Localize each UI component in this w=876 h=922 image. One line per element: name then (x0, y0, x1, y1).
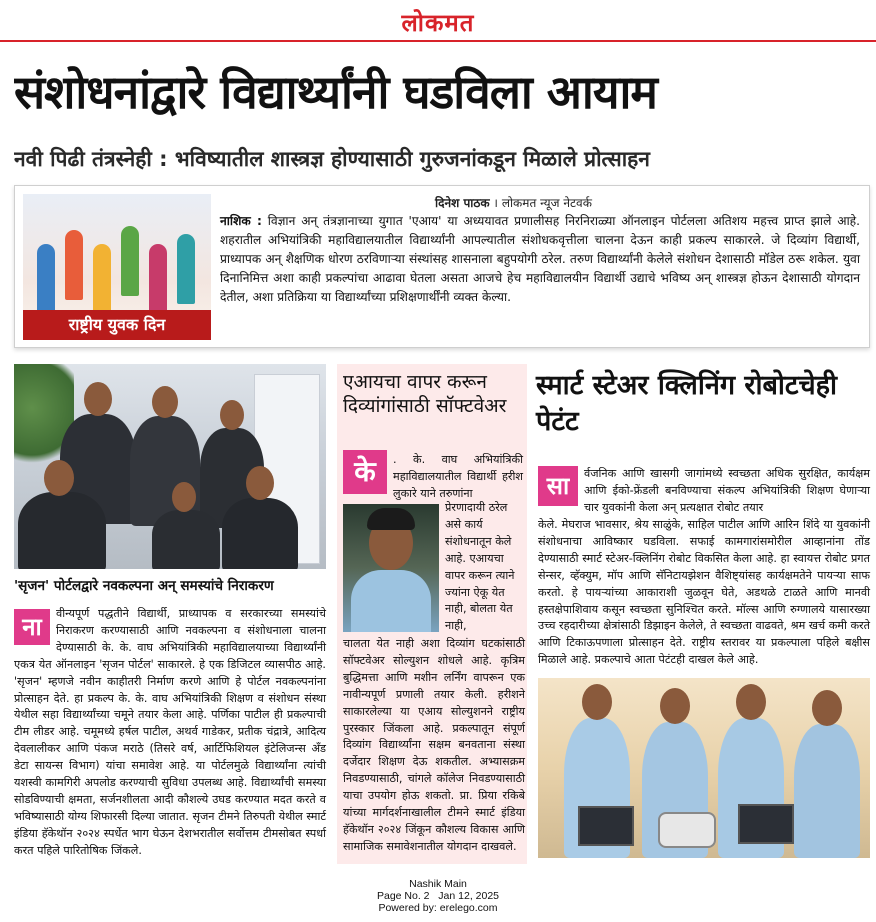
masthead-rule (0, 40, 876, 42)
student-head (152, 386, 178, 418)
student-figure (794, 724, 860, 858)
student-head (660, 688, 690, 724)
laptop (738, 804, 794, 844)
left-story-text: वीन्यपूर्ण पद्धतीने विद्यार्थी, प्राध्यापक व सरकारच्या समस्यांचे निराकरण करण्यासाठी आणि नवकल्पना व संशोधनाला चालना देण्यासाठी के. के. वाघ अभियांत्रिकी महाविद्यालयाच्या विद्यार्थ्यांनी एकत्र येत ऑनलाइन 'सृजन पोर्टल' साकारले. हे एक डिजिटल व्यासपीठ आहे. 'सृजन' म्हणजे नवीन काहीतरी निर्माण करणे आणि हे पोर्टल नवकल्पनांना प्रोत्साहन देते. हा प्रकल्प के. के. वाघ अभियांत्रिकी शिक्षण व संशोधन संस्था येथील सहा विद्यार्थ्यांच्या चमूने तयार केला आहे. पर्णिका पाटील ही प्रकल्पाची टीम लीडर आहे. चमूमध्ये हर्षल पाटील, अथर्व गाडेकर, प्रतीक चंद्रात्रे, आदित्य देवलालीकर आणि पंकज मराठे (तिसरे वर्ष, आर्टिफिशियल इंटेलिजन्स अँड डेटा सायन्स विभाग) यांचा समावेश आहे. या पोर्टलमुळे विद्यार्थ्यांना त्यांची यशस्वी कामगिरी अपलोड करण्याची सुविधा उपलब्ध आहे. विद्यार्थ्यांची समस्या सोडविण्याची क्षमता, सर्जनशीलता आदी कौशल्ये उघड करण्यात मदत करते व भविष्यासाठी योग्य शिफारसी दिल्या जातात. सृजन टीमने तिरुपती येथील स्मार्ट इंडिया हॅकेथॉन २०२४ स्पर्धेत भाग घेऊन देशभरातील सर्वोत्तम टीमसोबत स्पर्धा करत पहिले पारितोषिक जिंकले. (14, 607, 326, 857)
byline (435, 194, 592, 211)
footer-powered: Powered by: erelego.com (378, 902, 498, 914)
robot-model (658, 812, 716, 848)
middle-story-lead: . के. वाघ अभियांत्रिकी महाविद्यालयातील विद्यार्थी हरीश लुकारे याने तरुणांना (393, 453, 523, 500)
footer-date: Jan 12, 2025 (438, 890, 500, 902)
newspaper-logo: लोकमत (401, 9, 475, 37)
student-head (582, 684, 612, 720)
silhouette-figure (37, 244, 55, 314)
students-group-photo (14, 364, 326, 569)
byline-author: दिनेश पाठक (435, 196, 490, 210)
left-story-body (14, 606, 326, 860)
student-head (172, 482, 196, 512)
right-story-lead: र्वजनिक आणि खासगी जागांमध्ये स्वच्छता अधिक सुरक्षित, कार्यक्षम आणि ईको-फ्रेंडली बनविण्याचा संकल्प अभियांत्रिकी शिक्षण घेणाऱ्या चार युवकांनी केला अन् प्रत्यक्षात रोबोट तयार (584, 467, 870, 514)
silhouette-figure (65, 230, 83, 300)
middle-story-side-text: प्रेरणादायी ठरेल असे कार्य संशोधनातून केले आहे. एआयचा वापर करून त्याने ज्यांना ऐकू येत नाही, बोलता येत नाही, (445, 501, 515, 633)
student-head (736, 684, 766, 720)
silhouette-figure (177, 234, 195, 304)
left-story-caption: 'सृजन' पोर्टलद्वारे नवकल्पना अन् समस्यांचे निराकरण (14, 578, 274, 594)
student-figure (152, 510, 220, 569)
silhouette-figure (93, 244, 111, 314)
middle-story-body: चालता येत नाही अशा दिव्यांग घटकांसाठी सॉफ्टवेअर सोल्युशन शोधले आहे. कृत्रिम बुद्धिमत्ता आणि मशीन लर्निंग वापरून एक नावीन्यपूर्ण प्रणाली तयार केली. हरीशने साकारलेल्या या एआय सोल्युशनने राष्ट्रीय पुरस्कार जिंकला आहे. प्रकल्पातून संपूर्ण दिव्यांग विद्यार्थ्यांना सक्षम बनवताना संस्था दर्जेदार शिक्षण देऊ शकतील. अभ्यासक्रम निवडण्यासाठी, चांगले कॉलेज निवडण्यासाठी याचा उपयोग होऊ शकतो. प्रा. प्रिया रकिबे यांच्या मार्गदर्शनाखालील टीमने स्मार्ट इंडिया हॅकेथॉन २०२४ जिंकून कौशल्य विकास आणि सामाजिक समावेशनातील योगदान दाखवले. (343, 637, 525, 853)
student-head (84, 382, 112, 416)
intro-paragraph (220, 212, 860, 307)
right-dropcap: सा (538, 466, 578, 506)
byline-agency: लोकमत न्यूज नेटवर्क (501, 196, 592, 210)
middle-dropcap: के (343, 450, 387, 494)
footer-page-date (0, 890, 876, 902)
right-story-title: स्मार्ट स्टेअर क्लिनिंग रोबोटचेही पेटंट (536, 370, 837, 437)
page-footer (0, 878, 876, 914)
byline-separator: । (493, 196, 498, 210)
student-figure (18, 492, 106, 569)
silhouette-figure (121, 226, 139, 296)
youth-day-caption: राष्ट्रीय युवक दिन (23, 310, 211, 340)
middle-story-title: एआयचा वापर करून दिव्यांगांसाठी सॉफ्टवेअर (343, 371, 507, 417)
right-story-body: केले. मेघराज भावसार, श्रेय साळुंके, साहिल पाटील आणि आरिन शिंदे या युवकांनी संशोधनाचा आविष्कार घडविला. सफाई कामगारांसमोरील आव्हानांना तोंड देण्यासाठी स्मार्ट स्टेअर-क्लिनिंग रोबोट विकसित केला आहे. हा स्वायत्त रोबोट प्रगत सेन्सर, व्हॅक्युम, मॉप आणि सॅनिटायझेशन वैशिष्ट्यांसह कार्यक्षमतेने पायऱ्या साफ करतो. हे पायऱ्यांच्या आकाराशी जुळवून घेते, अडथळे टाळते आणि मानवी हस्तक्षेपाशिवाय कसून स्वच्छता सुनिश्चित करते. मॉल्स आणि रुग्णालये यासारख्या उच्च रहदारीच्या क्षेत्रांसाठी डिझाइन केलेले, ते स्वच्छता वाढवते, श्रम खर्च कमी करते आणि टिकाऊपणाला प्रोत्साहन देते. राष्ट्रीय स्तरावर या प्रकल्पाला पहिले बक्षीस मिळाले आहे. प्रकल्पाचे आता पेटंटही दाखल केले आहे. (538, 518, 870, 667)
student-portrait-photo (343, 504, 439, 632)
student-head (812, 690, 842, 726)
student-head (220, 400, 244, 430)
dateline: नाशिक : (220, 214, 262, 228)
left-dropcap: ना (14, 609, 50, 645)
footer-edition: Nashik Main (409, 878, 467, 890)
student-head (246, 466, 274, 500)
portrait-shirt (351, 570, 431, 632)
masthead (0, 0, 876, 44)
silhouette-figure (149, 244, 167, 314)
main-headline: संशोधनांद्वारे विद्यार्थ्यांनी घडविला आयाम (14, 65, 657, 119)
student-figure (222, 498, 298, 569)
student-head (44, 460, 74, 496)
robot-team-photo (538, 678, 870, 858)
footer-page: Page No. 2 (376, 890, 430, 902)
intro-body: विज्ञान अन् तंत्रज्ञानाच्या युगात 'एआय' या अध्ययावत प्रणालीसह निरनिराळ्या ऑनलाइन पोर्टलला अतिशय महत्त्व प्राप्त झाले आहे. शहरातील अभियांत्रिकी महाविद्यालयातील विद्यार्थ्यांनी आपल्यातील संशोधकवृत्तीला चालना देऊन काही प्रकल्प साकारले. जे दिव्यांग विद्यार्थी, प्राध्यापक अन् शैक्षणिक धोरण ठरविणाऱ्या संस्थांसह शासनाला बहुपयोगी ठरेल. तरुण विद्यार्थ्यांनी केलेले संशोधन देशासाठी मॉडेल ठरू शकेल. युवा दिनानिमित्त अशा काही प्रकल्पांचा आढावा घेतला असता आजचे हेच महाविद्यालयीन विद्यार्थी उद्याचे भविष्य अन् शास्त्रज्ञ होऊन देशासाठी योगदान देतील, अशा प्रतिक्रिया या विद्यार्थ्यांच्या प्रशिक्षणार्थींनी व्यक्त केल्या. (220, 214, 860, 304)
youth-day-image (23, 194, 211, 340)
sub-headline: नवी पिढी तंत्रस्नेही : भविष्यातील शास्त्रज्ञ होण्यासाठी गुरुजनांकडून मिळाले प्रोत्साहन (14, 147, 650, 171)
portrait-hair (367, 508, 415, 530)
laptop (578, 806, 634, 846)
intro-box (14, 185, 870, 348)
